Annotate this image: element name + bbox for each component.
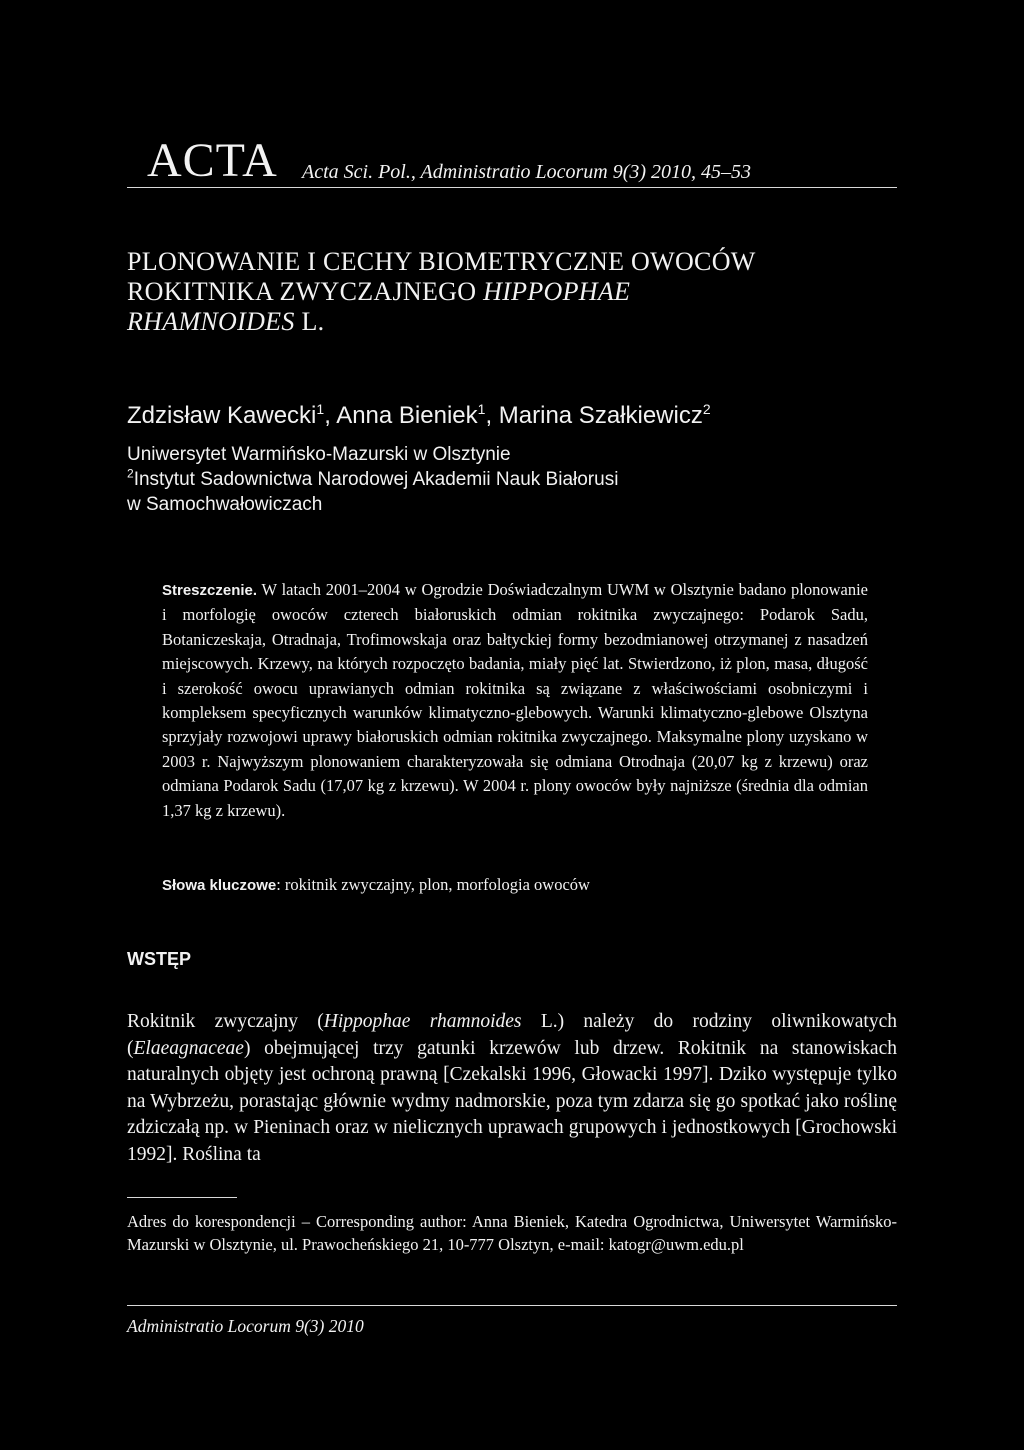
title-line-2 (127, 277, 897, 307)
keywords-colon: : (276, 875, 285, 894)
page-footer (127, 1305, 897, 1336)
title-line-3 (127, 307, 897, 337)
title-line-3-text: L. (294, 307, 325, 336)
footer-journal: Administratio Locorum 9(3) 2010 (127, 1316, 364, 1336)
journal-header (127, 135, 897, 188)
intro-text: Rokitnik zwyczajny ( (127, 1011, 324, 1032)
journal-citation: Acta Sci. Pol., Administratio Locorum 9(3) 2010, 45–53 (302, 161, 752, 183)
affiliation-line (127, 467, 897, 492)
title-line-2-italic: HIPPOPHAE (483, 277, 631, 306)
intro-text: L.) należy do rodziny oliwnikowatych ( (127, 1011, 898, 1059)
correspondence-footnote: Adres do korespondencji – Corresponding author: Anna Bieniek, Katedra Ogrodnictwa, Uniwersytet Warmińsko-Mazurski w Olsztynie, ul. Prawocheńskiego 21, 10-777 Olsztyn, e-mail: katogr@uwm.edu.pl (127, 1212, 897, 1254)
abstract (162, 578, 868, 823)
author-affil-mark: 1 (316, 401, 325, 417)
keywords-text: rokitnik zwyczajny, plon, morfologia owoców (284, 875, 590, 894)
author-affil-mark: 1 (477, 401, 486, 417)
intro-text: ) obejmującej trzy gatunki krzewów lub drzew. Rokitnik na stanowiskach naturalnych objęty jest ochroną prawną [Czekalski 1996, Głowacki 1997]. Dziko występuje tylko na Wybrzeżu, porastając głównie wydmy nadmorskie, poza tym zdarza się go spotkać jako roślinę zdziczałą np. w Pieninach oraz w nielicznych uprawach grupowych i jednostkowych [Grochowski 1992]. Roślina ta (127, 1037, 897, 1165)
journal-logo: ACTA (147, 134, 278, 187)
author-name: Anna Bieniek (336, 402, 478, 429)
affil-mark: 2 (127, 466, 134, 481)
family-name: Elaeagnaceae (133, 1037, 244, 1059)
abstract-label: Streszczenie. (162, 582, 258, 599)
article-title (127, 247, 897, 337)
author-name: Zdzisław Kawecki (127, 402, 317, 429)
affiliation-line: w Samochwałowiczach (127, 494, 323, 515)
affiliation-text: Instytut Sadownictwa Narodowej Akademii Nauk Białorusi (133, 469, 619, 490)
author-name: Marina Szałkiewicz (498, 402, 703, 429)
footnote-rule (127, 1197, 237, 1198)
title-line-2-text: ROKITNIKA ZWYCZAJNEGO (127, 277, 484, 306)
affiliation-line: Uniwersytet Warmińsko-Mazurski w Olsztynie (127, 444, 511, 465)
intro-paragraph (127, 1009, 897, 1168)
keywords (162, 873, 868, 898)
keywords-label: Słowa kluczowe (162, 877, 277, 894)
affiliations (127, 442, 897, 517)
species-name: Hippophae rhamnoides (323, 1011, 522, 1032)
title-line-1: PLONOWANIE I CECHY BIOMETRYCZNE OWOCÓW (127, 247, 756, 276)
title-line-3-italic: RHAMNOIDES (127, 307, 295, 336)
section-heading: WSTĘP (127, 949, 192, 969)
author-list: Zdzisław Kawecki$^1$, Anna Bieniek$^1$, Marina Szałkiewicz$^2$ (127, 401, 711, 429)
author-affil-mark: 2 (702, 401, 711, 417)
abstract-text: W latach 2001–2004 w Ogrodzie Doświadczalnym UWM w Olsztynie badano plonowanie i morfologię owoców czterech białoruskich odmian rokitnika zwyczajnego: Podarok Sadu, Botaniczeskaja, Otradnaja, Trofimowskaja oraz bałtyckiej formy bezodmianowej otrzymanej z nasadzeń miejscowych. Krzewy, na których rozpoczęto badania, miały pięć lat. Stwierdzono, iż plon, masa, długość i szerokość owocu uprawianych odmian rokitnika są związane z właściwościami osobniczymi i kompleksem specyficznych warunków klimatyczno-glebowych. Warunki klimatyczno-glebowe Olsztyna sprzyjały rozwojowi uprawy białoruskich odmian rokitnika zwyczajnego. Maksymalne plony uzyskano w 2003 r. Najwyższym plonowaniem charakteryzowała się odmiana Otrodnaja (20,07 kg z krzewu) oraz odmiana Podarok Sadu (17,07 kg z krzewu). W 2004 r. plony owoców były najniższe (średnia dla odmian 1,37 kg z krzewu). (162, 580, 868, 820)
